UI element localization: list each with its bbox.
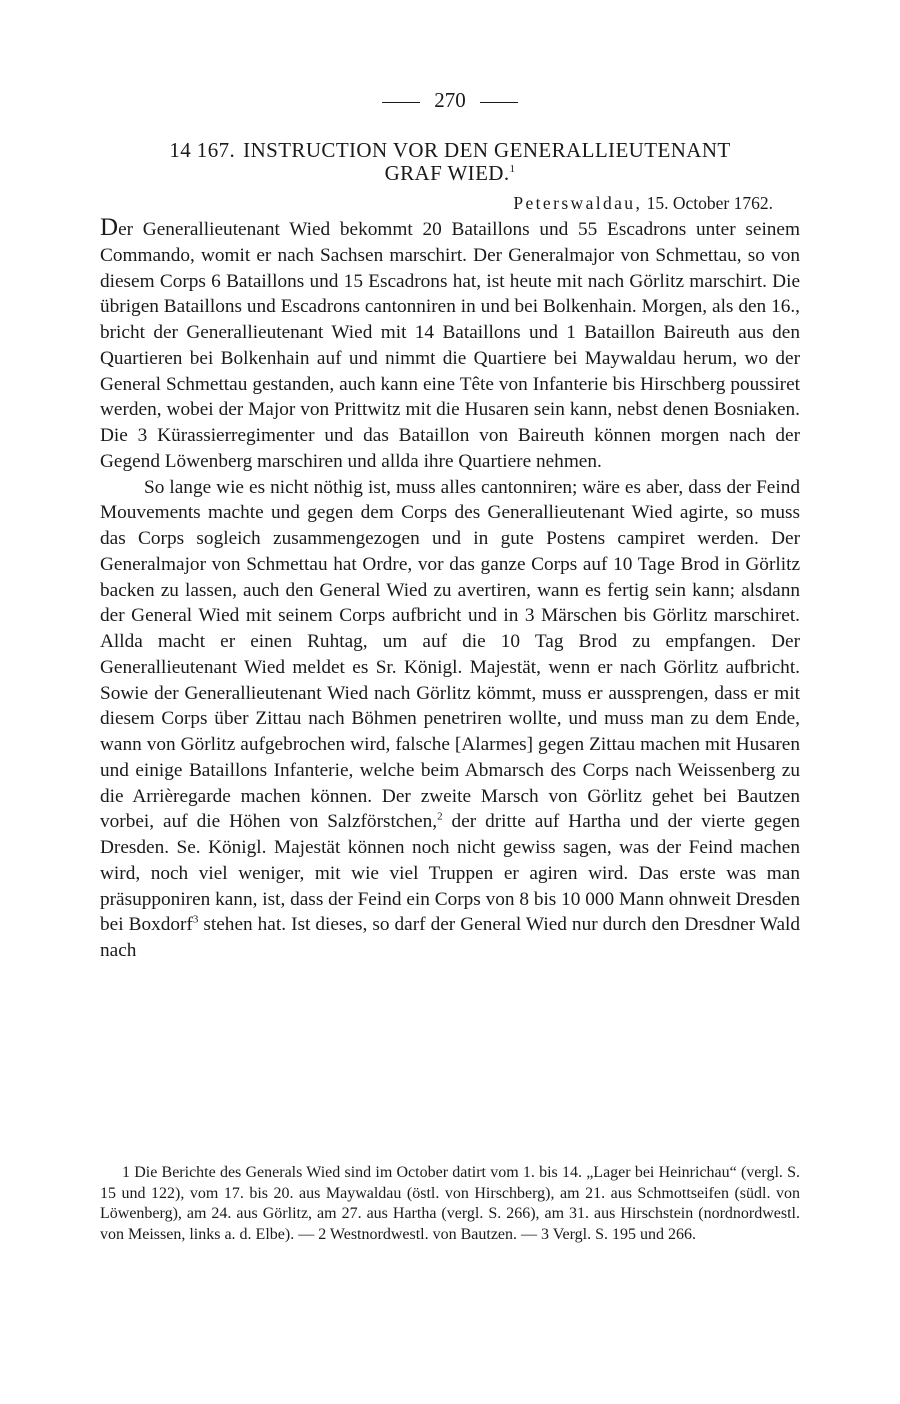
initial-letter: D bbox=[100, 214, 119, 241]
document-heading bbox=[100, 139, 800, 185]
heading-line-1 bbox=[100, 139, 800, 162]
page-number bbox=[0, 86, 900, 114]
paragraph-2-text-c: stehen hat. Ist dieses, so darf der General Wied nur durch den Dresdner Wald nach bbox=[100, 914, 801, 961]
footnote-mark-2: 2 bbox=[437, 810, 443, 823]
footnote-mark-3: 3 bbox=[192, 913, 199, 926]
paragraph-1 bbox=[100, 215, 800, 475]
dateline-place: Peterswaldau, bbox=[513, 193, 643, 213]
dateline bbox=[100, 192, 773, 214]
main-text bbox=[100, 215, 800, 964]
left-rule bbox=[382, 102, 420, 103]
paragraph-2-text-b: der dritte auf Hartha und der vierte gegen Dresden. Se. Königl. Majestät können noch nicht gewiss sagen, was der Feind machen wird, noch viel weniger, mit wie viel Truppen er agiren wird. Das erste was man präsupponiren kann, ist, dass der Feind ein Corps von 8 bis 10 000 Mann ohnweit Dresden bei Boxdorf bbox=[100, 811, 801, 936]
right-rule bbox=[480, 102, 518, 103]
paragraph-1-text: er Generallieutenant Wied bekommt 20 Bataillons und 55 Escadrons unter seinem Commando, womit er nach Sachsen marschirt. Der Generalmajor von Schmettau, so von diesem Corps 6 Bataillons und 15 Escadrons hat, ist heute mit nach Görlitz marschirt. Die übrigen Bataillons und Escadrons cantonniren in und bei Bolkenhain. Morgen, als den 16., bricht der Generallieutenant Wied mit 14 Bataillons und 1 Bataillon Baireuth aus den Quartieren bei Bolkenhain auf und nimmt die Quartiere bei Maywaldau herum, wo der General Schmettau gestanden, auch kann eine Tête von Infanterie bis Hirschberg poussiret werden, wobei der Major von Prittwitz mit die Husaren sein kann, nebst denen Bosniaken. Die 3 Kürassierregimenter und das Bataillon von Baireuth können morgen nach der Gegend Löwenberg marschiren und allda ihre Quartiere nehmen. bbox=[100, 219, 800, 472]
dateline-date: 15. October 1762. bbox=[646, 193, 773, 213]
footnotes bbox=[100, 1163, 800, 1245]
page-number-text: 270 bbox=[434, 88, 466, 112]
paragraph-2-text-a: So lange wie es nicht nöthig ist, muss alles cantonniren; wäre es aber, dass der Feind Mouvements machte und gegen dem Corps des Generallieutenant Wied agirte, so muss das Corps sogleich zusammengezogen und in gute Postens campiret werden. Der Generalmajor von Schmettau hat Ordre, vor das ganze Corps auf 10 Tage Brod in Görlitz backen zu lassen, auch den General Wied zu avertiren, wann es fertig sein kann; alsdann der General Wied mit seinem Corps aufbricht und in 3 Märschen bis Görlitz marschiret. Allda macht er einen Ruhtag, um auf die 10 Tag Brod zu empfangen. Der Generallieutenant Wied meldet es Sr. Königl. Majestät, wenn er nach Görlitz aufbricht. Sowie der Generallieutenant Wied nach Görlitz kömmt, muss er aussprengen, dass er mit diesem Corps über Zittau nach Böhmen penetriren wollte, und muss man zu dem Ende, wann von Görlitz aufgebrochen wird, falsche [Alarmes] gegen Zittau machen mit Husaren und einige Bataillons Infanterie, welche beim Abmarsch des Corps nach Weissenberg zu die Arrièregarde machen können. Der zweite Marsch von Görlitz gehet bei Bautzen vorbei, auf die Höhen von Salzförstchen, bbox=[100, 476, 800, 833]
heading-line-2 bbox=[100, 162, 800, 185]
heading-title-line-1: INSTRUCTION VOR DEN GENERALLIEUTENANT bbox=[243, 138, 731, 162]
heading-title-line-2: GRAF WIED. bbox=[384, 161, 510, 185]
paragraph-2 bbox=[100, 475, 800, 964]
document-number: 14 167. bbox=[169, 138, 236, 162]
footnote-text: 1 Die Berichte des Generals Wied sind im October datirt vom 1. bis 14. „Lager bei Heinrichau“ (vergl. S. 15 und 122), vom 17. bis 20. aus Maywaldau (östl. von Hirschberg), am 21. aus Schmottseifen (südl. von Löwenberg), am 24. aus Görlitz, am 27. aus Hartha (vergl. S. 266), am 31. aus Hirschstein (nordnordwestl. von Meissen, links a. d. Elbe). — 2 Westnordwestl. von Bautzen. — 3 Vergl. S. 195 und 266. bbox=[100, 1164, 800, 1243]
footnote-mark-1: 1 bbox=[509, 163, 516, 175]
